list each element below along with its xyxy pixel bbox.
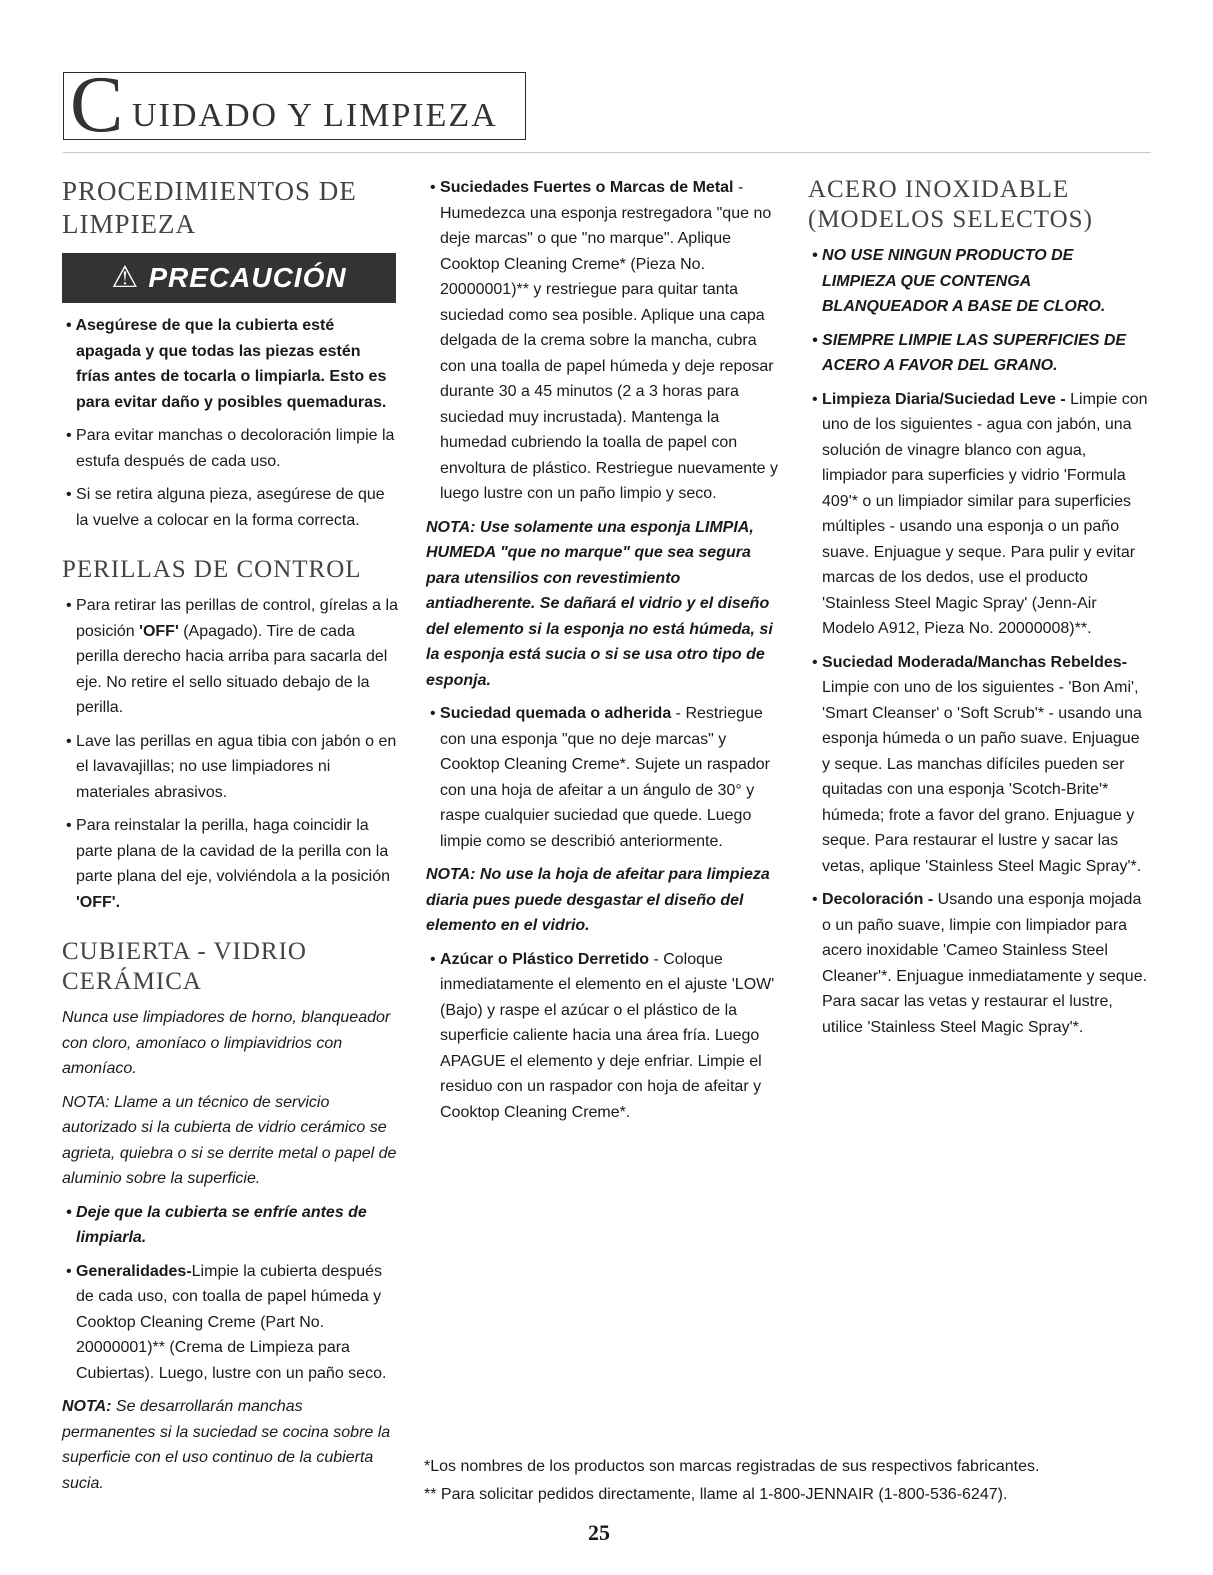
section-title-acero: ACERO INOXIDABLE (MODELOS SELECTOS) xyxy=(808,176,1093,233)
warning-label: PRECAUCIÓN xyxy=(148,262,347,294)
decoloracion-label: Decoloración - xyxy=(822,891,934,908)
limpieza-diaria-label: Limpieza Diaria/Suciedad Leve - xyxy=(822,390,1066,408)
suciedad-quemada-text: - Restriegue con una esponja "que no deje marcas" y Cooktop Cleaning Creme*. Sujete un raspador con una hoja de afeitar a un ángulo de 30° y raspe cualquier suciedad que quede. Luego limpie como se describió anteriormente. xyxy=(440,705,770,850)
warning-item-3: • Si se retira alguna pieza, asegúrese de que la vuelve a colocar en la forma correcta. xyxy=(62,482,398,533)
acero-item-4 xyxy=(808,650,1150,880)
limpieza-diaria-text: Limpie con uno de los siguientes - agua con jabón, una solución de vinagre blanco con agua, limpiador para superficies y vidrio 'Formula 409'* o un limpiador similar para superficies múltiples - usando una esponja o un paño suave. Enjuague y seque. Para pulir y evitar marcas de los dedos, use el producto 'Stainless Steel Magic Spray' (Jenn-Air Modelo A912, Pieza No. 20000008)**. xyxy=(822,390,1148,637)
azucar-item xyxy=(426,947,786,1126)
section-title-perillas: PERILLAS DE CONTROL xyxy=(62,556,362,583)
warning-banner xyxy=(62,253,396,303)
page-title-box xyxy=(63,61,526,149)
decoloracion-text: Usando una esponja mojada o un paño suave, limpie con limpiador para acero inoxidable 'Cameo Stainless Steel Cleaner'*. Enjuague inmediatamente y seque. Para sacar las vetas y restaurar el lustre, utilice 'Stainless Steel Magic Spray'*. xyxy=(822,891,1148,1036)
footnote-ordering: ** Para solicitar pedidos directamente, llame al 1-800-JENNAIR (1-800-536-6247). xyxy=(424,1486,1008,1503)
perillas-item-3-text: Para reinstalar la perilla, haga coincidir la parte plana de la cavidad de la perilla con la parte plana del eje, volviéndola a la posición xyxy=(76,817,390,885)
suciedad-quemada-label: Suciedad quemada o adherida xyxy=(440,705,672,722)
suciedades-fuertes-label: Suciedades Fuertes o Marcas de Metal xyxy=(440,179,734,196)
cubierta-nota xyxy=(62,1394,398,1496)
cubierta-intro-1: Nunca use limpiadores de horno, blanqueador con cloro, amoníaco o limpiavidrios con amoníaco. xyxy=(62,1009,391,1077)
acero-item-2: • SIEMPRE LIMPIE LAS SUPERFICIES DE ACERO A FAVOR DEL GRANO. xyxy=(808,328,1150,379)
generalidades-label: Generalidades- xyxy=(76,1262,192,1280)
perillas-item-1 xyxy=(62,593,398,721)
off-label-2: 'OFF'. xyxy=(76,893,121,911)
acero-item-5 xyxy=(808,887,1150,1040)
title-initial: C xyxy=(70,61,124,149)
nota-text: Se desarrollarán manchas permanentes si la suciedad se cocina sobre la superficie con el uso continuo de la cubierta sucia. xyxy=(62,1398,391,1492)
section-title-cubierta: CUBIERTA - VIDRIO CERÁMICA xyxy=(62,938,307,995)
off-label: 'OFF' xyxy=(139,622,179,640)
acero-item-3 xyxy=(808,387,1150,642)
cubierta-item-2 xyxy=(62,1259,398,1387)
title-rule xyxy=(63,152,1151,153)
perillas-item-2: • Lave las perillas en agua tibia con jabón o en el lavavajillas; no use limpiadores ni materiales abrasivos. xyxy=(62,729,398,806)
acero-item-1: • NO USE NINGUN PRODUCTO DE LIMPIEZA QUE CONTENGA BLANQUEADOR A BASE DE CLORO. xyxy=(808,243,1150,320)
column-left xyxy=(62,175,398,1504)
warning-triangle-icon: ⚠ xyxy=(111,260,139,296)
warning-item-1: • Asegúrese de que la cubierta esté apagada y que todas las piezas estén frías antes de tocarla o limpiarla. Esto es para evitar daño y posibles quemaduras. xyxy=(62,313,398,415)
cubierta-intro-2: NOTA: Llame a un técnico de servicio autorizado si la cubierta de vidrio cerámico se agrieta, quiebra o si se derrite metal o papel de aluminio sobre la superficie. xyxy=(62,1093,397,1187)
azucar-text: - Coloque inmediatamente el elemento en el ajuste 'LOW' (Bajo) y raspe el azúcar o el plástico de la superficie caliente hacia una área fría. Luego APAGUE el elemento y deje enfriar. Limpie el residuo con un raspador con hoja de afeitar y Cooktop Cleaning Creme*. xyxy=(440,950,775,1121)
nota-hoja-afeitar: NOTA: No use la hoja de afeitar para limpieza diaria pues puede desgastar el diseño del elemento en el vidrio. xyxy=(426,866,770,934)
page-number: 25 xyxy=(588,1520,610,1545)
perillas-item-1-text-end: (Apagado). Tire de cada perilla derecho hacia arriba para sacarla del eje. No retire el sello situado debajo de la perilla. xyxy=(76,622,388,716)
suciedades-fuertes-item xyxy=(426,175,786,507)
warning-item-2: • Para evitar manchas o decoloración limpie la estufa después de cada uso. xyxy=(62,423,398,474)
perillas-item-1-text: Para retirar las perillas de control, gírelas a la posición xyxy=(76,597,398,640)
nota-esponja: NOTA: Use solamente una esponja LIMPIA, HUMEDA "que no marque" que sea segura para utensilios con revestimiento antiadherente. Se dañará el vidrio y el diseño del elemento si la esponja no está húmeda, si la esponja está sucia o si se usa otro tipo de esponja. xyxy=(426,518,773,689)
suciedad-moderada-label: Suciedad Moderada/Manchas Rebeldes- xyxy=(822,653,1128,671)
generalidades-text: Limpie la cubierta después de cada uso, con toalla de papel húmeda y Cooktop Cleaning Creme (Part No. 20000001)** (Crema de Limpieza para Cubiertas). Luego, lustre con un paño seco. xyxy=(76,1262,387,1382)
footnote-trademarks: *Los nombres de los productos son marcas registradas de sus respectivos fabricantes. xyxy=(424,1458,1040,1475)
azucar-label: Azúcar o Plástico Derretido xyxy=(440,950,649,968)
suciedad-quemada-item xyxy=(426,701,786,854)
page-title: UIDADO Y LIMPIEZA xyxy=(132,97,498,134)
cubierta-item-1: • Deje que la cubierta se enfríe antes de limpiarla. xyxy=(62,1200,398,1251)
suciedades-fuertes-text: - Humedezca una esponja restregadora "que no deje marcas" o que "no marque". Aplique Cooktop Cleaning Creme* (Pieza No. 20000001)** y restriegue para quitar tanta suciedad como sea posible. Aplique una capa delgada de la crema sobre la mancha, cubra con una toalla de papel húmeda y deje reposar durante 30 a 45 minutos (2 a 3 horas para suciedad muy incrustada). Mantenga la humedad cubriendo la toalla de papel con envoltura de plástico. Restriegue nuevamente y luego lustre con un paño limpio y seco. xyxy=(440,179,778,502)
nota-label: NOTA: xyxy=(62,1398,112,1415)
footnotes xyxy=(424,1453,1184,1509)
column-middle xyxy=(426,175,786,1133)
perillas-item-3 xyxy=(62,813,398,915)
section-title-procedimientos: PROCEDIMIENTOS DE LIMPIEZA xyxy=(62,176,357,239)
column-right xyxy=(808,175,1150,1048)
suciedad-moderada-text: Limpie con uno de los siguientes - 'Bon Ami', 'Smart Cleanser' o 'Soft Scrub'* - usando una esponja húmeda o un paño suave. Enjuague y seque. Las manchas difíciles pueden ser quitadas con una esponja 'Scotch-Brite'* húmeda; frote a favor del grano. Enjuague y seque. Para restaurar el lustre y sacar las vetas, aplique 'Stainless Steel Magic Spray'*. xyxy=(822,679,1142,875)
